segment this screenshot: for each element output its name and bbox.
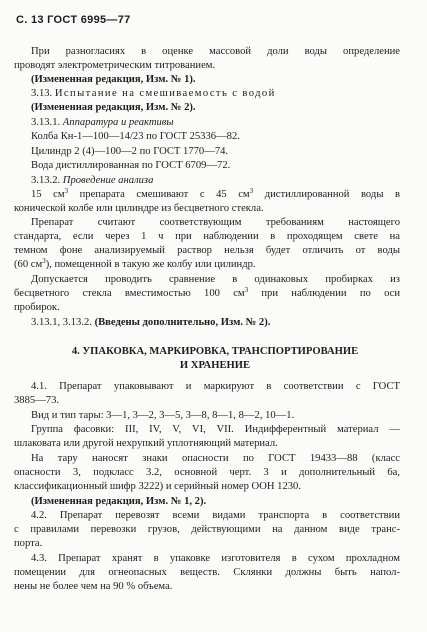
text-line: Допускается проводить сравнение в одинаковых пробирках из bbox=[31, 274, 400, 285]
text-line: проводят электрометрическим титрованием. bbox=[14, 60, 216, 71]
subsection-name: Аппаратура и реактивы bbox=[62, 117, 174, 128]
text-line: помещении для огнеопасных веществ. Склянки должны быть напол- bbox=[14, 567, 400, 578]
section-name: Испытание на смешиваемость с водой bbox=[54, 88, 276, 99]
text-line: конической колбе или цилиндре из бесцветного стекла. bbox=[14, 203, 264, 214]
text-line: На тару наносят знаки опасности по ГОСТ 19433—88 (класс bbox=[31, 453, 400, 464]
text-line: 4.1. Препарат упаковывают и маркируют в соответствии с ГОСТ bbox=[31, 381, 400, 392]
text-line: классификационный шифр 3222) и серийный номер ООН 1230. bbox=[14, 481, 301, 492]
text-line: Колба Кн-1—100—14/23 по ГОСТ 25336—82. bbox=[31, 131, 240, 142]
text-line: (60 $см^3$), помещенной в такую же колбу или цилиндр. bbox=[14, 257, 256, 270]
page-header: С. 13 ГОСТ 6995—77 bbox=[16, 14, 131, 26]
text-line: опасности 3, подкласс 3.2, основной черт. 3 и дополнительный 6а, bbox=[14, 467, 400, 478]
text-line: бесцветного стекла вместимостью 100 $см^3$ при наблюдении по оси bbox=[14, 286, 400, 299]
amendment-note: 3.13.1, 3.13.2. (Введены дополнительно, Изм. № 2). bbox=[31, 317, 271, 328]
amendment-note: (Измененная редакция, Изм. № 2). bbox=[31, 102, 196, 113]
text-line: Вид и тип тары: 3—1, 3—2, 3—5, 3—8, 8—1, 8—2, 10—1. bbox=[31, 410, 295, 421]
amendment-note: (Измененная редакция, Изм. № 1, 2). bbox=[31, 496, 207, 507]
subsection-name: Проведение анализа bbox=[62, 175, 154, 186]
text-line: Группа фасовки: III, IV, V, VI, VII. Индифферентный материал — bbox=[31, 424, 400, 435]
text-line: 3885—73. bbox=[14, 395, 60, 406]
text-line: пробирок. bbox=[14, 302, 60, 313]
text-line: стандарта, если через 1 ч при наблюдении в проходящем свете на bbox=[14, 231, 400, 242]
text-line: 15 $см^3$ препарата смешивают с 45 $см^3$ дистиллированной воды в bbox=[31, 187, 400, 200]
text-line: нены не более чем на 90 % объема. bbox=[14, 581, 173, 592]
text-line: шлаковата или другой нехрупкий уплотняющий материал. bbox=[14, 438, 278, 449]
subsection-number: 3.13.2. bbox=[31, 175, 61, 186]
chapter-heading: 4. УПАКОВКА, МАРКИРОВКА, ТРАНСПОРТИРОВАНИЕ bbox=[71, 346, 359, 357]
section-number: 3.13. bbox=[31, 88, 53, 99]
subsection-number: 3.13.1. bbox=[31, 117, 61, 128]
subsection-title bbox=[31, 174, 153, 188]
text-line: с правилами перевозки грузов, действующими на данном виде транс- bbox=[14, 524, 400, 535]
text-line: Препарат считают соответствующим требованиям настоящего bbox=[31, 217, 400, 228]
text-line: Цилиндр 2 (4)—100—2 по ГОСТ 1770—74. bbox=[31, 146, 229, 157]
amendment-note: (Измененная редакция, Изм. № 1). bbox=[31, 74, 196, 85]
text-line: темном фоне анализируемый раствор нельзя будет отличить от воды bbox=[14, 245, 400, 256]
chapter-heading-cont: И ХРАНЕНИЕ bbox=[179, 360, 251, 371]
section-title bbox=[31, 87, 276, 101]
text-line: 4.2. Препарат перевозят всеми видами транспорта в соответствии bbox=[31, 510, 400, 521]
text-line: 4.3. Препарат хранят в упаковке изготовителя в сухом прохладном bbox=[31, 553, 400, 564]
subsection-title bbox=[31, 116, 174, 130]
text-line: Вода дистиллированная по ГОСТ 6709—72. bbox=[31, 160, 231, 171]
text-line: порта. bbox=[14, 538, 43, 549]
text-line: При разногласиях в оценке массовой доли воды определение bbox=[31, 46, 400, 57]
